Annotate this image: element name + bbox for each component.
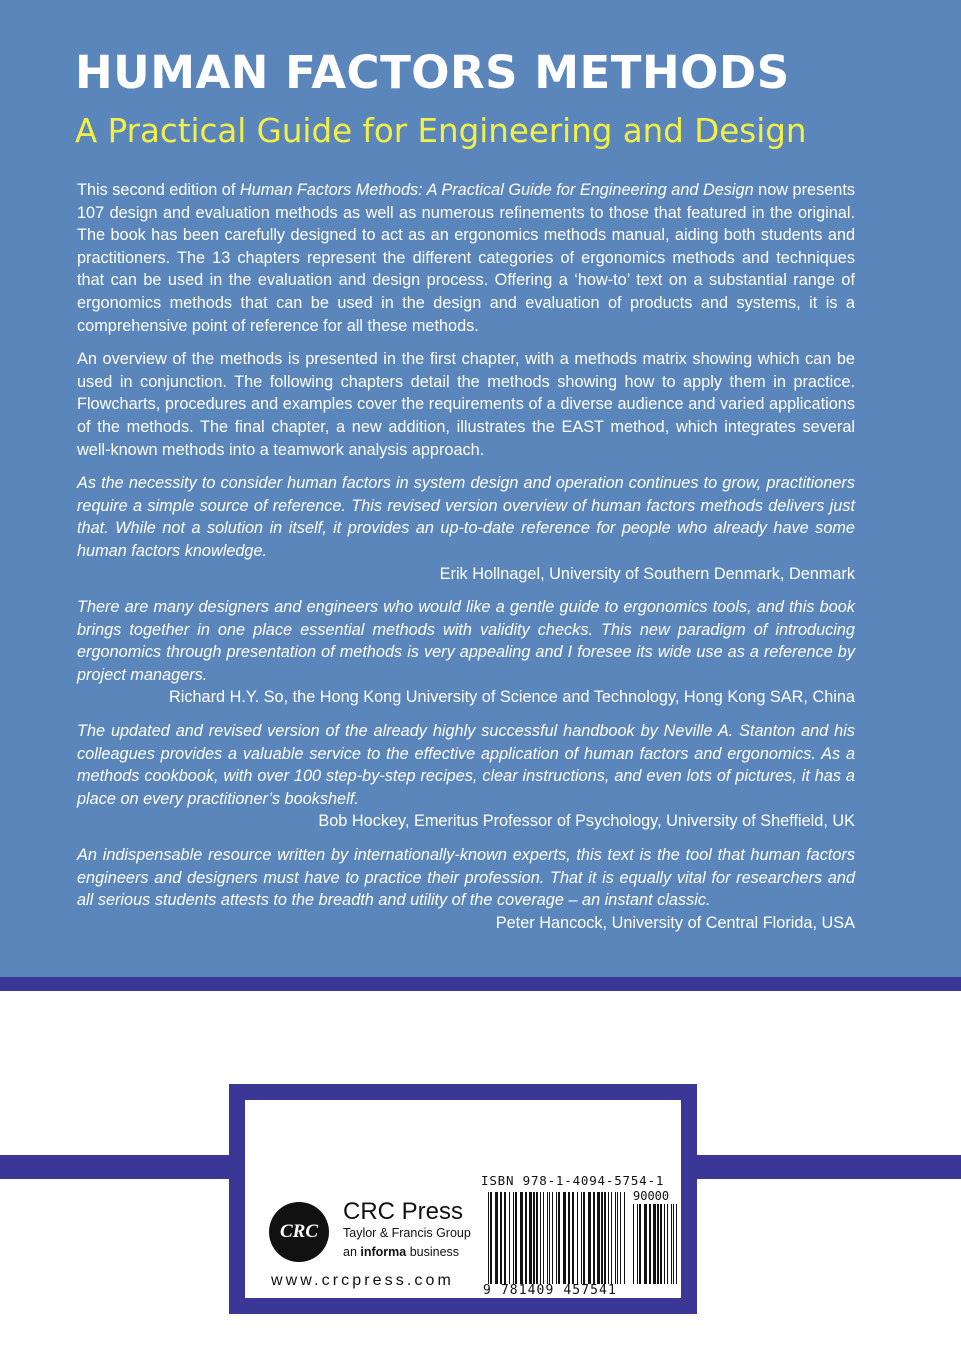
- review-author: Peter Hancock, University of Central Florida, USA: [495, 913, 855, 932]
- barcode-bar: [552, 1192, 553, 1284]
- barcode-bar: [509, 1192, 510, 1284]
- barcode-bar: [495, 1192, 498, 1284]
- price-addon-number: 90000: [633, 1189, 670, 1203]
- barcode-bar: [520, 1192, 523, 1284]
- barcode-bar: [504, 1192, 506, 1284]
- barcode-bar: [577, 1192, 578, 1284]
- barcode-bar: [513, 1192, 514, 1284]
- barcode-bar: [515, 1192, 517, 1284]
- barcode-bar: [529, 1192, 532, 1284]
- barcode-bar: [620, 1192, 621, 1284]
- barcode-bar: [604, 1192, 606, 1284]
- barcode-bar: [633, 1204, 634, 1284]
- barcode-bar: [608, 1192, 609, 1284]
- description-paragraph-1: This second edition of Human Factors Methods: A Practical Guide for Engineering and Design now presents 107 design and evaluation methods as well as numerous refinements to those that featured in the original. The book has been carefully designed to act as an ergonomics methods manual, aiding both students and practitioners. The 13 chapters represent the different categories of ergonomics methods and techniques that can be used in the evaluation and design process. Offering a ‘how-to’ text on a substantial range of ergonomics methods that can be used in the design and evaluation of products and systems, it is a comprehensive point of reference for all these methods.: [77, 181, 856, 335]
- barcode-bar: [500, 1192, 502, 1284]
- barcode-bar: [673, 1204, 674, 1284]
- barcode-bar: [624, 1192, 625, 1284]
- review-author: Richard H.Y. So, the Hong Kong University of Science and Technology, Hong Kong SAR, China: [168, 688, 855, 707]
- barcode-bar: [644, 1204, 647, 1284]
- review-quote: An indispensable resource written by internationally-known experts, this text is the tool that human factors engineers and designers must have to practice their profession. That it is equally vital for researchers and all serious students attests to the breadth and utility of the coverage – an instant classic.: [77, 846, 855, 910]
- barcode-bar: [667, 1204, 668, 1284]
- publisher-name: CRC Press: [343, 1198, 464, 1225]
- barcode-bar: [637, 1204, 638, 1284]
- barcode-bar: [671, 1204, 672, 1284]
- barcode-bar: [653, 1204, 656, 1284]
- barcode-bar: [556, 1192, 557, 1284]
- description-paragraph-2: An overview of the methods is presented in the first chapter, with a methods matrix showing which can be used in conjunction. The following chapters detail the methods showing how to apply them in practice. Flowcharts, procedures and examples cover the requirements of a diverse audience and varied applications of the methods. The final chapter, a new addition, illustrates the EAST method, which integrates several well-known methods into a teamwork analysis approach.: [77, 350, 855, 459]
- barcode-bar: [593, 1192, 595, 1284]
- barcode-bar: [533, 1192, 535, 1284]
- barcode-icon: [245, 1100, 681, 1298]
- review-author: Erik Hollnagel, University of Southern Denmark, Denmark: [439, 564, 855, 583]
- review-quote: The updated and revised version of the already highly successful handbook by Neville A. Stanton and his colleagues provides a valuable service to the effective application of human factors and ergonomics. As a methods cookbook, with over 100 step-by-step recipes, clear instructions, and even lots of pictures, it has a place on every practitioner’s bookshelf.: [77, 722, 855, 808]
- barcode-bar: [581, 1192, 582, 1284]
- review-quote: As the necessity to consider human factors in system design and operation continues to grow, practitioners require a simple source of reference. This revised version overview of human factors methods delivers just that. While not a solution in itself, it provides an up-to-date reference for people who already have some human factors knowledge.: [77, 474, 855, 560]
- barcode-bar: [588, 1192, 591, 1284]
- publisher-group: Taylor & Francis Group: [343, 1226, 471, 1240]
- barcode-bar: [601, 1192, 603, 1284]
- barcode-bar: [549, 1192, 550, 1284]
- barcode-bar: [547, 1192, 548, 1284]
- crc-logo-icon: CRC: [269, 1202, 329, 1262]
- ean-number: 9 781409 457541: [483, 1283, 617, 1298]
- book-title: HUMAN FACTORS METHODS: [75, 46, 790, 99]
- publisher-business: an informa business: [343, 1245, 460, 1259]
- barcode-bar: [611, 1192, 612, 1284]
- barcode-bar: [563, 1192, 566, 1284]
- publisher-box: [229, 1084, 697, 1314]
- book-subtitle: A Practical Guide for Engineering and Design: [75, 112, 807, 150]
- barcode-bar: [572, 1192, 574, 1284]
- barcode-bar: [660, 1204, 662, 1284]
- barcode-bar: [540, 1192, 541, 1284]
- publisher-panel: [245, 1100, 681, 1298]
- barcode-bar: [583, 1192, 585, 1284]
- barcode-bar: [649, 1204, 651, 1284]
- barcode-bar: [543, 1192, 544, 1284]
- publisher-url: www.crcpress.com: [271, 1272, 454, 1289]
- barcode-bar: [597, 1192, 600, 1284]
- barcode-bar: [525, 1192, 527, 1284]
- barcode-bar: [536, 1192, 538, 1284]
- back-cover-copy: [77, 179, 855, 945]
- divider-band: [0, 977, 961, 991]
- review-author: Bob Hockey, Emeritus Professor of Psychology, University of Sheffield, UK: [318, 812, 855, 831]
- barcode-bar: [676, 1204, 677, 1284]
- barcode-bar: [558, 1192, 560, 1284]
- barcode-bar: [664, 1204, 665, 1284]
- barcode-bar: [657, 1204, 659, 1284]
- barcode-bar: [568, 1192, 570, 1284]
- isbn-text: ISBN 978-1-4094-5754-1: [481, 1173, 665, 1188]
- barcode-bar: [615, 1192, 616, 1284]
- barcode-bar: [488, 1192, 489, 1284]
- barcode-bar: [617, 1192, 618, 1284]
- book-title-inline: Human Factors Methods: A Practical Guide for Engineering and Design: [239, 181, 754, 199]
- barcode-bar: [490, 1192, 492, 1284]
- review-quote: There are many designers and engineers who would like a gentle guide to ergonomics tools, and this book brings together in one place essential methods with validity checks. This new paradigm of introducing ergonomics through presentation of methods is very appealing and I foresee its wide use as a reference by project managers.: [77, 598, 855, 684]
- barcode-bar: [639, 1204, 641, 1284]
